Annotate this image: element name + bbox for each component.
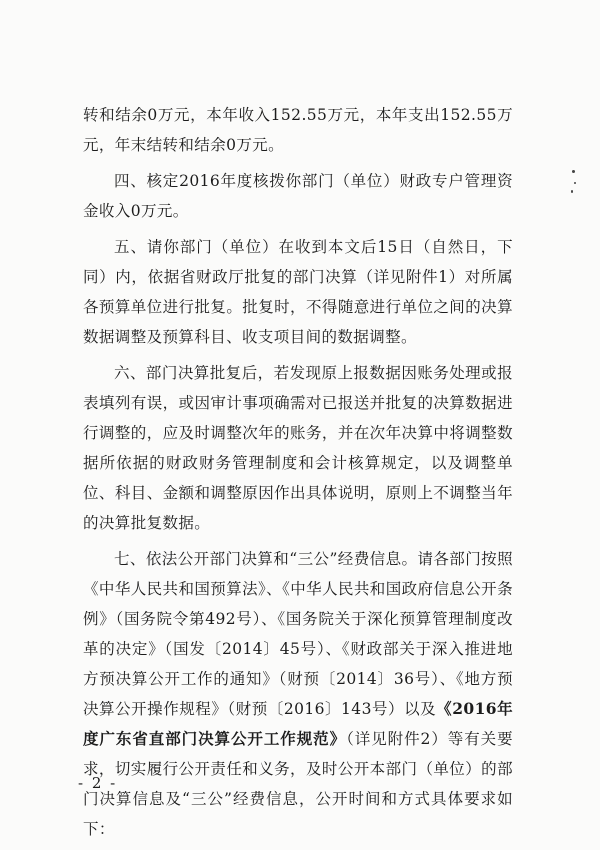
paragraph-item-5 [83,232,513,352]
paragraph-item-4 [83,166,513,226]
paragraph-item-6 [83,358,513,538]
paragraph-text: 六、部门决算批复后，若发现原上报数据因账务处理或报表填列有误，或因审计事项确需对已报送并批复的决算数据进行调整的，应及时调整次年的账务，并在次年决算中将调整数据所依据的财政财务管理制度和会计核算规定，以及调整单位、科目、金额和调整原因作出具体说明，原则上不调整当年的决算批复数据。 [83,364,513,532]
scan-speck [574,182,576,184]
document-body [83,100,513,850]
paragraph-text: 转和结余0万元，本年收入152.55万元，本年支出152.55万元，年末结转和结余0万元。 [83,106,513,154]
paragraph-carryover [83,100,513,160]
scan-speck [572,170,575,173]
document-reference-title: 《2016年度广东省直部门决算公开工作规范》 [83,699,513,748]
page-number: - 2 - [78,774,118,792]
paragraph-text: 七、依法公开部门决算和“三公”经费信息。请各部门按照《中华人民共和国预算法》、《中华人民共和国政府信息公开条例》（国务院令第492号）、《国务院关于深化预算管理制度改革的决定》（国发〔2014〕45号）、《财政部关于深入推进地方预决算公开工作的通知》（财预〔2014〕36号）、《地方预决算公开操作规程》（财预〔2016〕143号）以及 [83,550,513,718]
paragraph-text: （详见附件2）等有关要求，切实履行公开责任和义务，及时公开本部门（单位）的部门决算信息及“三公”经费信息，公开时间和方式具体要求如下： [83,730,514,838]
paragraph-item-7 [83,544,513,844]
scan-speck [571,190,573,193]
paragraph-text: 四、核定2016年度核拨你部门（单位）财政专户管理资金收入0万元。 [83,172,513,220]
paragraph-text: 五、请你部门（单位）在收到本文后15日（自然日，下同）内，依据省财政厅批复的部门决算（详见附件1）对所属各预算单位进行批复。批复时，不得随意进行单位之间的决算数据调整及预算科目、收支项目间的数据调整。 [83,238,513,346]
